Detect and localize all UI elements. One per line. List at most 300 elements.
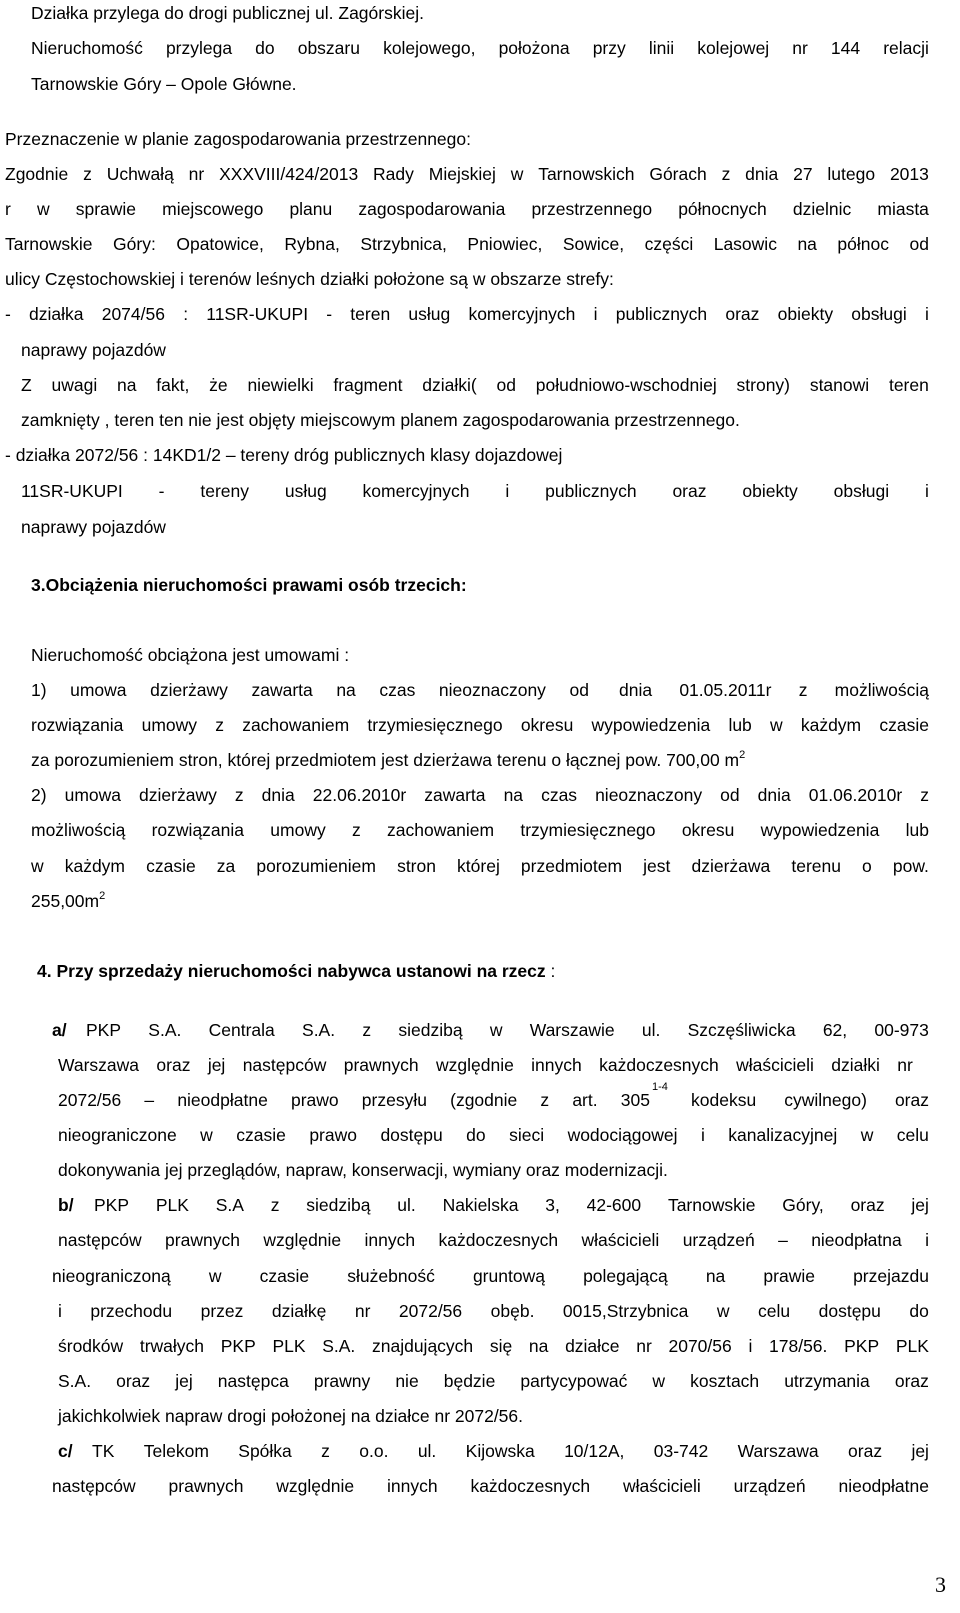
word: każdym [800, 715, 862, 735]
word: : [183, 304, 189, 324]
word: zagospodarowania [358, 199, 506, 219]
word: względnie [263, 1230, 342, 1250]
word: PKP [844, 1336, 880, 1356]
word: nieograniczoną [52, 1266, 171, 1286]
word: – [778, 1230, 788, 1250]
section3-intro: Nieruchomość obciążona jest umowami : [31, 645, 350, 665]
word: usług [408, 304, 451, 324]
word: od [909, 234, 929, 254]
word: PKP [94, 1195, 130, 1215]
word: na [117, 375, 137, 395]
word: nr [636, 1336, 652, 1356]
word: dnia [757, 785, 791, 805]
word: wypowiedzenia [591, 715, 711, 735]
word: r [5, 199, 11, 219]
word: S.A [215, 1195, 244, 1215]
word: 42-600 [586, 1195, 642, 1215]
word: względnie [276, 1476, 355, 1496]
word: każdoczesnych [599, 1055, 719, 1075]
word: oraz [725, 304, 760, 324]
word: sprawie [75, 199, 137, 219]
word: Centrala [208, 1020, 275, 1040]
item-c-line-2 [52, 1475, 929, 1497]
word: środków [58, 1336, 124, 1356]
word: 2070/56 [668, 1336, 732, 1356]
word: od [569, 680, 589, 700]
word: fragment [333, 375, 403, 395]
word: na [705, 1266, 726, 1286]
word: przedmiotem [520, 856, 623, 876]
word: jej [911, 1441, 929, 1461]
word: południowo-wschodniej [535, 375, 717, 395]
word: obszaru [297, 38, 360, 58]
word: Sowice, [562, 234, 625, 254]
word: przejazdu [853, 1266, 929, 1286]
word: właścicieli [622, 1476, 701, 1496]
word: obsługi [851, 304, 907, 324]
word: pow. [892, 856, 929, 876]
word: jej [175, 1371, 193, 1391]
word: trzymiesięcznego [367, 715, 503, 735]
word: możliwością [834, 680, 929, 700]
word: każdoczesnych [438, 1230, 559, 1250]
word: (zgodnie [450, 1090, 518, 1110]
word: przez [200, 1301, 244, 1321]
word: z [321, 1441, 330, 1461]
word: Tarnowskich [538, 164, 635, 184]
word: Nakielska [442, 1195, 519, 1215]
word: północnych [678, 199, 767, 219]
word: 178/56. [769, 1336, 828, 1356]
word: ul. [397, 1195, 416, 1215]
word: na [528, 1336, 549, 1356]
contract2-line-4 [31, 890, 105, 912]
superscript-2b: 2 [99, 890, 106, 902]
word: Miejskiej [428, 164, 496, 184]
word: publicznych [615, 304, 708, 324]
word: kolejowej [697, 38, 770, 58]
word: od [496, 375, 516, 395]
word: miasta [877, 199, 929, 219]
word: innych [386, 1476, 438, 1496]
word: właścicieli [581, 1230, 660, 1250]
item-a-line-4 [58, 1124, 929, 1146]
word: z [721, 164, 731, 184]
word: i [925, 481, 929, 501]
word: oraz [672, 481, 707, 501]
word: nr [897, 1055, 913, 1075]
word: znajdujących [371, 1336, 474, 1356]
word: art. [572, 1090, 598, 1110]
word: następców [58, 1230, 142, 1250]
word: prawie [763, 1266, 815, 1286]
word: w [860, 1125, 874, 1145]
word: na [797, 234, 817, 254]
word: S.A. [58, 1371, 92, 1391]
word: oraz [116, 1371, 151, 1391]
item-a-line-3b [691, 1089, 929, 1111]
word: ul. [417, 1441, 437, 1461]
item-c-line-1 [92, 1440, 929, 1462]
word: Warszawie [529, 1020, 615, 1040]
word: z [798, 680, 808, 700]
word: obiekty [777, 304, 834, 324]
word: 2072/56 [58, 1090, 122, 1110]
word: 2072/56 [398, 1301, 463, 1321]
word: dnia [261, 785, 295, 805]
word: miejscowego [162, 199, 264, 219]
plan-line-7 [21, 374, 929, 396]
item-a-line-3a [58, 1089, 650, 1111]
word: publicznych [545, 481, 637, 501]
word: oraz [848, 1441, 883, 1461]
item-a-label: a/ [52, 1020, 67, 1040]
word: celu [896, 1125, 929, 1145]
word: Opatowice, [176, 234, 264, 254]
word: dnia [745, 164, 779, 184]
word: nieoznaczony [595, 785, 703, 805]
word: 11SR-UKUPI [206, 304, 309, 324]
contract1-line-1a [31, 679, 589, 701]
word: dnia [619, 680, 653, 700]
word: w [770, 715, 783, 735]
item-b-line-2 [58, 1229, 929, 1251]
word: następców [52, 1476, 136, 1496]
word: wypowiedzenia [760, 820, 880, 840]
word: zawarta [251, 680, 313, 700]
word: tereny [200, 481, 249, 501]
plan-line-11: naprawy pojazdów [21, 517, 166, 537]
word: Zgodnie [5, 164, 69, 184]
contract1-line-2 [31, 714, 929, 736]
word: właścicieli [736, 1055, 814, 1075]
word: północ [837, 234, 889, 254]
plan-heading: Przeznaczenie w planie zagospodarowania przestrzennego: [5, 129, 471, 149]
word: i [748, 1336, 753, 1356]
section4-heading-text: 4. Przy sprzedaży nieruchomości nabywca ustanowi na rzecz [37, 961, 546, 981]
word: do [466, 1125, 486, 1145]
word: oraz [156, 1055, 191, 1075]
word: w [31, 856, 44, 876]
word: zachowaniem [242, 715, 350, 735]
word: – [144, 1090, 155, 1110]
word: czasie [146, 856, 196, 876]
word: obęb. [490, 1301, 535, 1321]
word: usług [284, 481, 327, 501]
word: Tarnowskie [5, 234, 93, 254]
word: strony) [736, 375, 791, 395]
item-a-line-5: dokonywania jej przeglądów, napraw, konserwacji, wymiany oraz modernizacji. [58, 1160, 668, 1180]
plan-line-2 [5, 198, 929, 220]
item-b-label: b/ [58, 1195, 74, 1215]
word: teren [350, 304, 391, 324]
word: przylega [165, 38, 233, 58]
plan-line-10 [21, 480, 929, 502]
word: 2013 [889, 164, 929, 184]
word: dostępu [818, 1301, 881, 1321]
word: będzie [443, 1371, 496, 1391]
word: nieodpłatna [811, 1230, 902, 1250]
word: służebność [347, 1266, 435, 1286]
word: Góry: [113, 234, 156, 254]
plan-line-1 [5, 163, 929, 185]
word: 0015,Strzybnica [562, 1301, 689, 1321]
word: kosztach [690, 1371, 760, 1391]
word: nr [188, 164, 205, 184]
word: do [909, 1301, 929, 1321]
intro-line-1: Działka przylega do drogi publicznej ul. Zagórskiej. [31, 3, 424, 23]
item-b-line-6 [58, 1370, 929, 1392]
word: prawo [309, 1125, 357, 1145]
word: możliwością [31, 820, 126, 840]
word: partycypować [520, 1371, 628, 1391]
word: działki [831, 1055, 880, 1075]
word: XXXVIII/424/2013 [219, 164, 359, 184]
page-number: 3 [935, 1572, 946, 1597]
word: 62, [822, 1020, 848, 1040]
contract1-line-3-text: za porozumieniem stron, której przedmiotem jest dzierżawa terenu o łącznej pow. 700,00 m [31, 750, 740, 770]
word: przechodu [90, 1301, 173, 1321]
word: położona [498, 38, 570, 58]
word: której [457, 856, 500, 876]
plan-line-8: zamknięty , teren ten nie jest objęty miejscowym planem zagospodarowania przestrzennego. [21, 410, 740, 430]
word: porozumieniem [256, 856, 376, 876]
word: z [270, 1195, 280, 1215]
word: fakt, [156, 375, 190, 395]
word: uwagi [51, 375, 98, 395]
word: 144 [830, 38, 861, 58]
word: w [200, 1125, 213, 1145]
word: Warszawa [58, 1055, 140, 1075]
word: gruntową [472, 1266, 545, 1286]
word: każdym [64, 856, 126, 876]
word: i [925, 1230, 929, 1250]
word: części [644, 234, 694, 254]
word: urządzeń [733, 1476, 806, 1496]
word: ul. [641, 1020, 661, 1040]
word: S.A. [322, 1336, 356, 1356]
word: zachowaniem [387, 820, 495, 840]
word: lutego [827, 164, 876, 184]
word: oraz [894, 1090, 929, 1110]
word: w [208, 1266, 222, 1286]
word: przestrzennego [531, 199, 653, 219]
word: planu [289, 199, 333, 219]
word: i [58, 1301, 62, 1321]
word: na [503, 785, 524, 805]
word: stanowi [809, 375, 870, 395]
item-b-line-1 [94, 1194, 929, 1216]
word: dostępu [380, 1125, 443, 1145]
word: nieodpłatne [177, 1090, 268, 1110]
word: następców [242, 1055, 327, 1075]
word: PLK [155, 1195, 189, 1215]
word: Lasowic [713, 234, 777, 254]
word: i [700, 1125, 705, 1145]
word: względnie [435, 1055, 514, 1075]
word: od [720, 785, 740, 805]
word: innych [531, 1055, 582, 1075]
word: Szczęśliwicka [687, 1020, 796, 1040]
plan-line-3 [5, 233, 929, 255]
word: rozwiązania [151, 820, 245, 840]
word: stron [397, 856, 436, 876]
word: czasie [879, 715, 929, 735]
word: urządzeń [682, 1230, 755, 1250]
item-a-line-2 [58, 1054, 913, 1076]
word: i [924, 304, 929, 324]
word: przesyłu [361, 1090, 427, 1110]
intro-line-2 [31, 37, 929, 59]
word: S.A. [302, 1020, 336, 1040]
word: nieoznaczony [438, 680, 546, 700]
item-b-line-7: jakichkolwiek napraw drogi położonej na działce nr 2072/56. [58, 1406, 524, 1426]
word: 03-742 [653, 1441, 709, 1461]
word: nr [792, 38, 808, 58]
word: Pniowiec, [467, 234, 543, 254]
item-c-label: c/ [58, 1441, 73, 1461]
word: prawnych [165, 1230, 240, 1250]
word: komercyjnych [362, 481, 470, 501]
word: 10/12A, [564, 1441, 625, 1461]
word: innych [364, 1230, 416, 1250]
word: okresu [681, 820, 735, 840]
word: terenu [791, 856, 841, 876]
word: - [158, 481, 165, 501]
word: Telekom [143, 1441, 209, 1461]
word: niewielki [247, 375, 314, 395]
word: Rady [373, 164, 414, 184]
word: z [362, 1020, 372, 1040]
word: Uchwałą [106, 164, 174, 184]
word: Strzybnica, [360, 234, 447, 254]
word: kolejowego, [383, 38, 476, 58]
word: siedzibą [398, 1020, 463, 1040]
word: Kijowska [465, 1441, 535, 1461]
word: z [215, 715, 224, 735]
word: umowa [64, 785, 122, 805]
word: PLK [272, 1336, 306, 1356]
word: trzymiesięcznego [520, 820, 656, 840]
word: dzierżawa [691, 856, 771, 876]
word: teren [888, 375, 929, 395]
word: Spółka [238, 1441, 292, 1461]
word: PLK [895, 1336, 929, 1356]
word: rozwiązania [31, 715, 124, 735]
word: polegającą [583, 1266, 668, 1286]
word: 00-973 [874, 1020, 929, 1040]
word: się [489, 1336, 513, 1356]
word: utrzymania [784, 1371, 870, 1391]
word: 3, [545, 1195, 560, 1215]
word: sieci [509, 1125, 545, 1145]
word: Rybna, [284, 234, 340, 254]
word: komercyjnych [468, 304, 576, 324]
word: 27 [793, 164, 813, 184]
word: na [336, 680, 356, 700]
word: działkę [271, 1301, 327, 1321]
word: w [652, 1371, 666, 1391]
section3-heading: 3.Obciążenia nieruchomości prawami osób trzecich: [31, 575, 467, 595]
word: Z [21, 375, 32, 395]
plan-line-6: naprawy pojazdów [21, 340, 166, 360]
word: PKP [86, 1020, 122, 1040]
word: 01.05.2011r [679, 680, 772, 700]
word: i [593, 304, 598, 324]
word: jest [643, 856, 671, 876]
word: w [510, 164, 524, 184]
contract2-line-2 [31, 819, 929, 841]
section4-heading-tail: : [545, 961, 556, 981]
word: czasie [236, 1125, 286, 1145]
word: Górach [649, 164, 707, 184]
word: że [209, 375, 228, 395]
word: 305 [620, 1090, 650, 1110]
word: obsługi [833, 481, 890, 501]
word: o.o. [359, 1441, 389, 1461]
word: S.A. [148, 1020, 182, 1040]
superscript-2: 2 [739, 749, 746, 761]
word: cywilnego) [784, 1090, 867, 1110]
word: siedzibą [306, 1195, 371, 1215]
word: prawnych [343, 1055, 419, 1075]
word: TK [92, 1441, 115, 1461]
word: obiekty [742, 481, 798, 501]
word: o [862, 856, 872, 876]
word: zawarta [424, 785, 486, 805]
word: linii [648, 38, 675, 58]
word: kodeksu [691, 1090, 757, 1110]
word: w [716, 1301, 730, 1321]
word: umowa [70, 680, 127, 700]
word: lub [905, 820, 929, 840]
word: z [352, 820, 361, 840]
word: jej [207, 1055, 226, 1075]
word: 2) [31, 785, 47, 805]
word: z [234, 785, 244, 805]
item-b-line-3 [52, 1265, 929, 1287]
word: umowy [141, 715, 198, 735]
word: w [36, 199, 50, 219]
word: za [216, 856, 236, 876]
word: oraz [894, 1371, 929, 1391]
word: nieodpłatne [838, 1476, 929, 1496]
word: prawnych [168, 1476, 244, 1496]
word: Góry, [782, 1195, 824, 1215]
word: - [5, 304, 11, 324]
plan-line-4: ulicy Częstochowskiej i terenów leśnych działki położone są w obszarze strefy: [5, 269, 614, 289]
word: nie [395, 1371, 419, 1391]
word: działka [29, 304, 84, 324]
word: czasie [259, 1266, 310, 1286]
word: działki( [422, 375, 477, 395]
word: lub [728, 715, 752, 735]
word: działce [565, 1336, 620, 1356]
contract2-line-4-text: 255,00m [31, 891, 100, 911]
word: kanalizacyjnej [728, 1125, 838, 1145]
plan-line-5 [5, 303, 929, 325]
word: dzierżawy [150, 680, 228, 700]
section4-heading [37, 960, 555, 982]
word: czas [541, 785, 578, 805]
word: 22.06.2010r [312, 785, 407, 805]
word: z [83, 164, 92, 184]
word: Warszawa [737, 1441, 819, 1461]
word: 01.06.2010r [808, 785, 903, 805]
word: Tarnowskie [667, 1195, 756, 1215]
word: z [540, 1090, 550, 1110]
word: 11SR-UKUPI [21, 481, 123, 501]
